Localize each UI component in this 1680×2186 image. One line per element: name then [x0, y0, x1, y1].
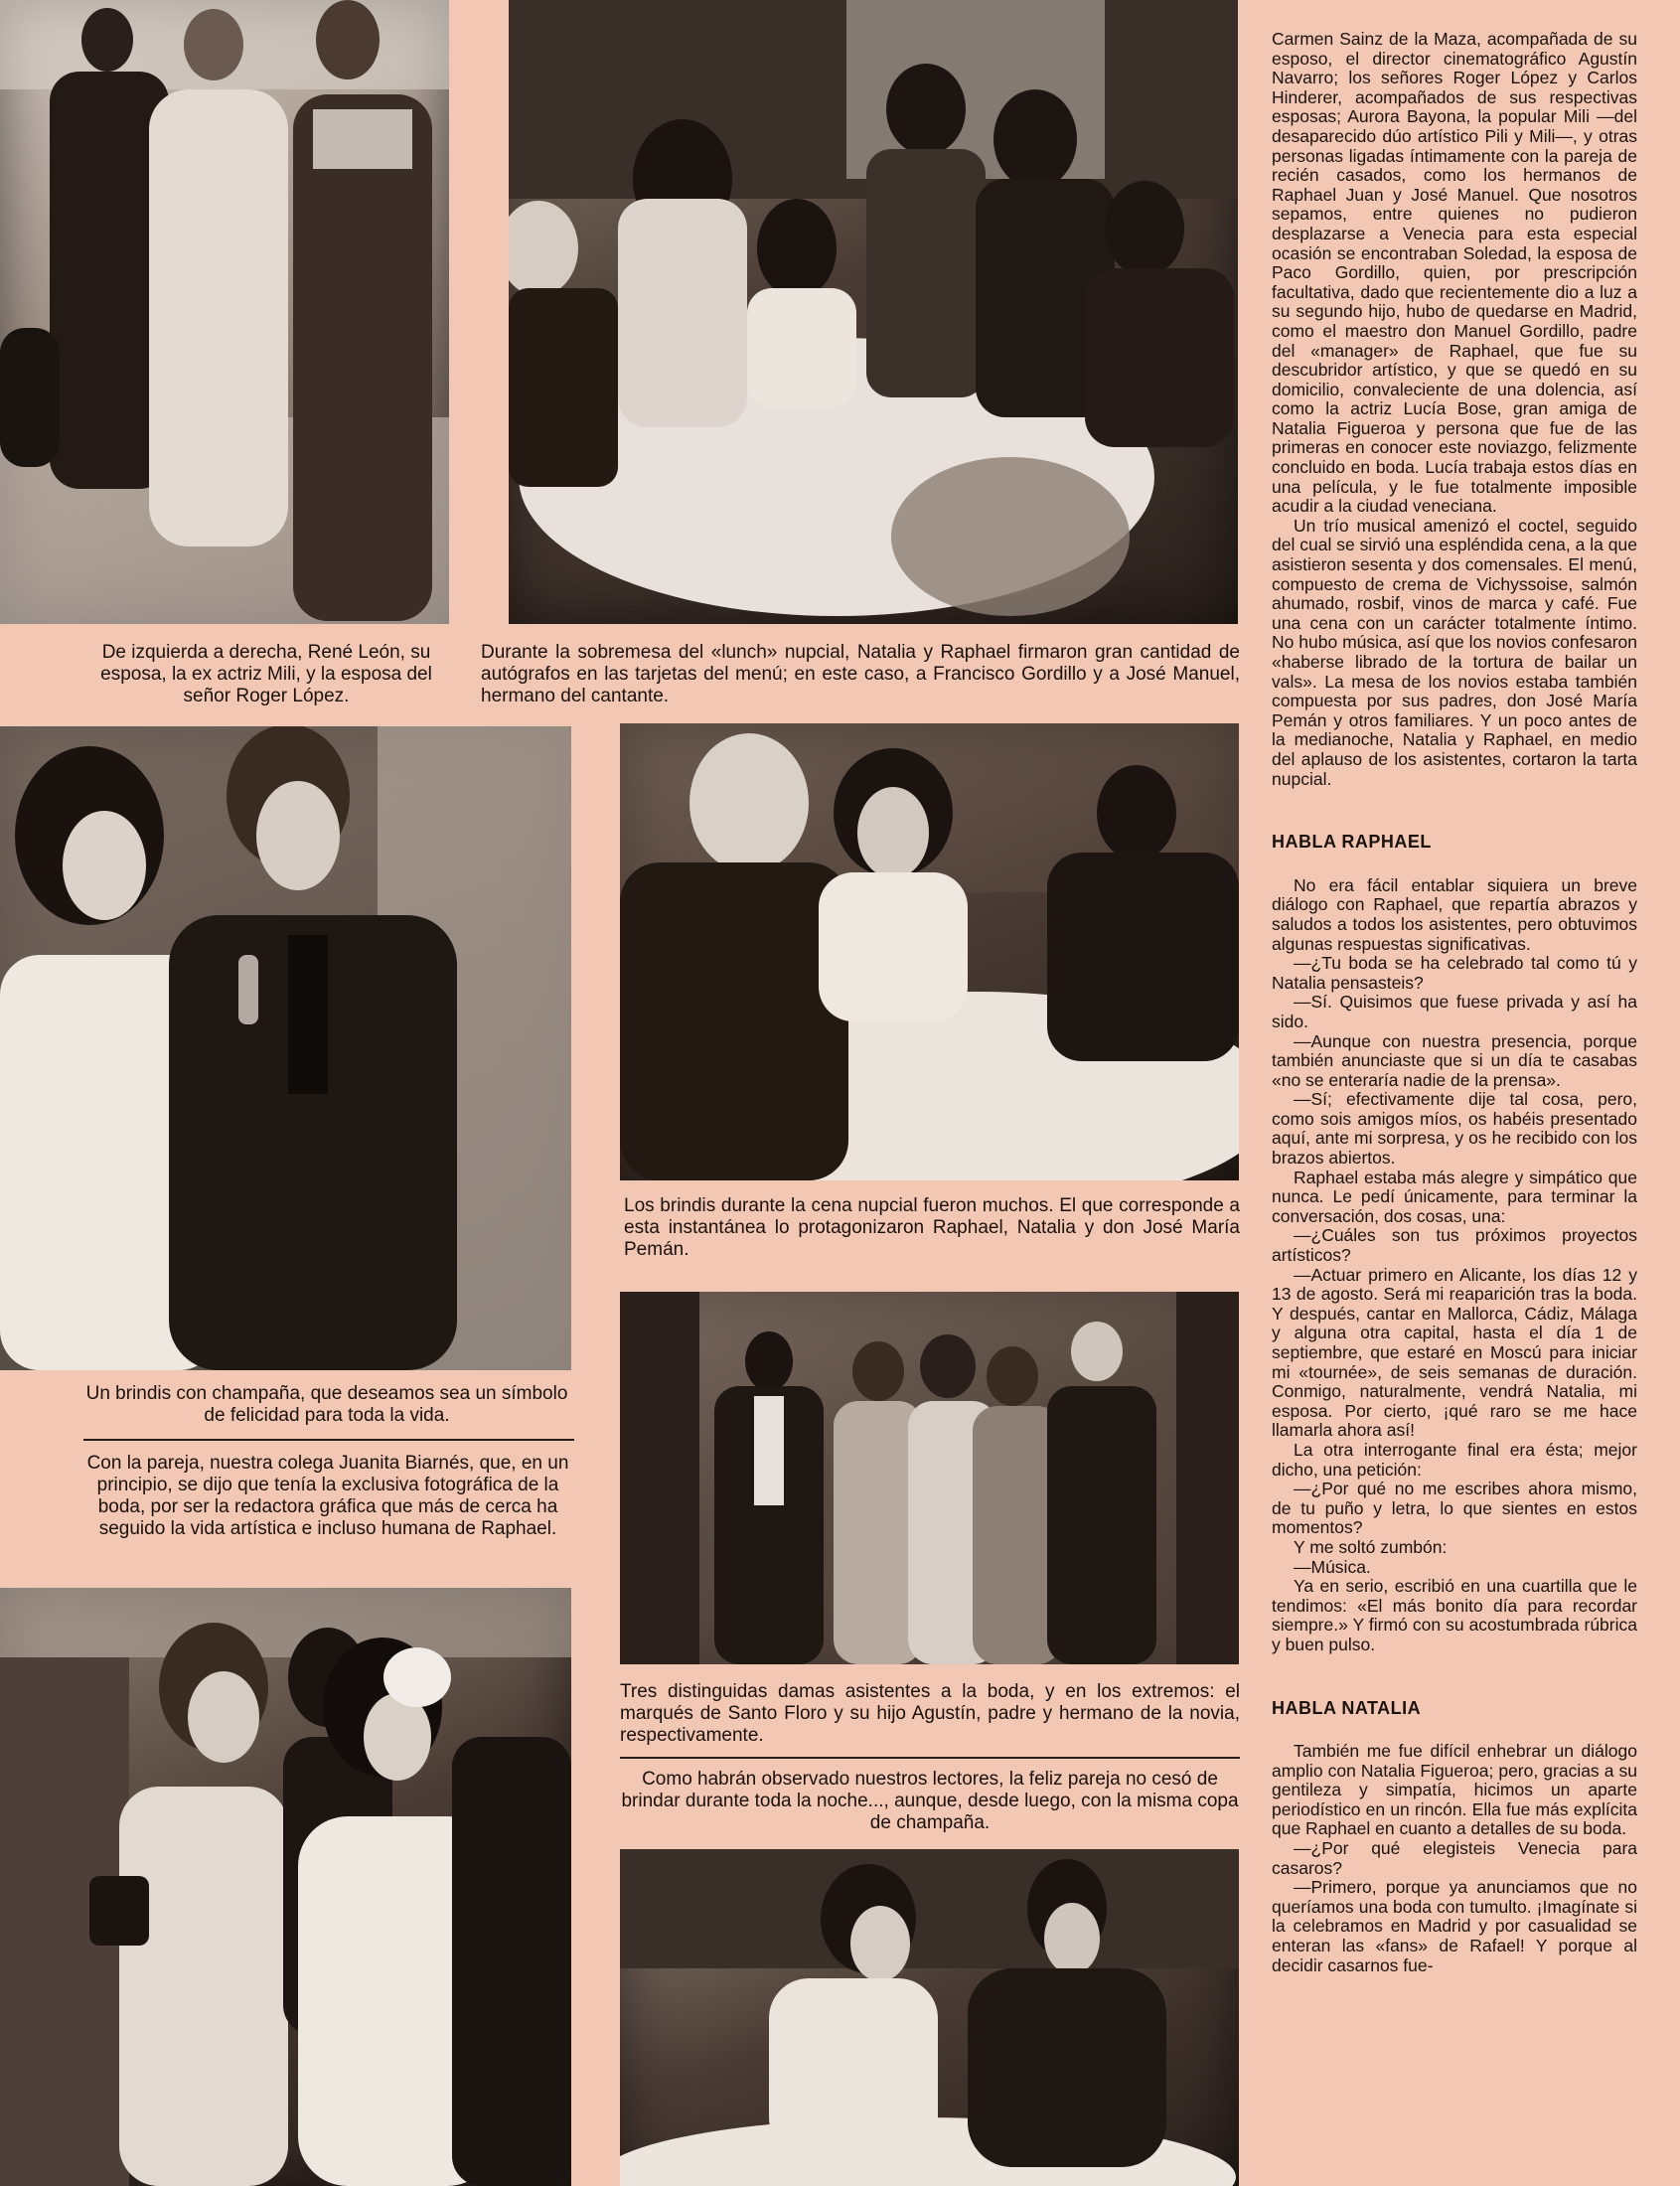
caption-ladies: Tres distinguidas damas asistentes a la boda, y en los extremos: el marqués de Santo Floro y su hijo Agustín, padre y hermano de la novia, respectivamente.: [620, 1681, 1240, 1746]
photo-lunch: [509, 0, 1238, 624]
heading-habla-natalia: HABLA NATALIA: [1272, 1697, 1422, 1718]
caption-couple-toast: Como habrán observado nuestros lectores, la feliz pareja no cesó de brindar durante toda la noche..., aunque, desde luego, con la misma copa de champaña.: [621, 1769, 1239, 1833]
caption-divider-left: [83, 1439, 574, 1441]
caption-photographer: Con la pareja, nuestra colega Juanita Biarnés, que, en un principio, se dijo que tenía la exclusiva fotográfica de la boda, por ser la redactora gráfica que más de cerca ha seguido la vida artística e incluso humana de Raphael.: [86, 1453, 569, 1539]
article-paragraph: —¿Tu boda se ha celebrado tal como tú y Natalia pensasteis?: [1272, 953, 1637, 993]
caption-guests-left: De izquierda a derecha, René León, su esposa, la ex actriz Mili, y la esposa del señor Roger López.: [100, 642, 432, 706]
article-paragraph: —¿Cuáles son tus próximos proyectos artísticos?: [1272, 1225, 1637, 1266]
caption-toast-peman: Los brindis durante la cena nupcial fueron muchos. El que corresponde a esta instantánea lo protagonizaron Raphael, Natalia y don José María Pemán.: [624, 1195, 1240, 1260]
photo-guests-left: [0, 0, 449, 624]
photo-couple-toast: [620, 1849, 1239, 2186]
article-paragraph: Carmen Sainz de la Maza, acompañada de su esposo, el director cinematográfico Agustín Navarro; los señores Roger López y Carlos Hinderer, acompañados de sus respectivas esposas; Aurora Bayona, la popular Mili —del desaparecido dúo artístico Pili y Mili—, y otras personas ligadas íntimamente con la pareja de recién casados, como los hermanos de Raphael Juan y José Manuel. Que nosotros sepamos, entre quienes no pudieron desplazarse a Venecia para esta especial ocasión se encontraban Soledad, la esposa de Paco Gordillo, quien, por prescripción facultativa, dado que recientemente dio a luz a su segundo hijo, hubo de quedarse en Madrid, como el maestro don Manuel Gordillo, padre del «manager» de Raphael, que fue su descubridor artístico, y que se quedó en su domicilio, convaleciente de una dolencia, así como la actriz Lucía Bose, gran amiga de Natalia Figueroa y persona que fue de las primeras en conocer este noviazgo, felizmente concluido en boda. Lucía trabaja estos días en una película, y le fue totalmente imposible acudir a la ciudad veneciana.: [1272, 29, 1637, 517]
article-paragraph: Y me soltó zumbón:: [1294, 1536, 1448, 1557]
article-paragraph: —Sí. Quisimos que fuese privada y así ha sido.: [1272, 992, 1637, 1031]
photo-ladies: [620, 1292, 1239, 1664]
article-paragraph: —Primero, porque ya anunciamos que no queríamos una boda con tumulto. ¡Imagínate si la celebramos en Madrid y por casualidad se enteran las «fans» de Rafael! Y porque al decidir casarnos fue-: [1272, 1877, 1637, 1975]
article-paragraph: —Sí; efectivamente dije tal cosa, pero, como sois amigos míos, os habéis presentado aquí, ante mi sorpresa, y os he recibido con los brazos abiertos.: [1272, 1089, 1637, 1169]
article-paragraph: —Aunque con nuestra presencia, porque también anunciaste que si un día te casabas «no se enteraría nadie de la prensa».: [1272, 1030, 1637, 1090]
heading-habla-raphael: HABLA RAPHAEL: [1272, 832, 1432, 853]
article-paragraph: Ya en serio, escribió en una cuartilla que le tendimos: «El más bonito día para recordar siempre.» Y firmó con su acostumbrada rúbrica y buen pulso.: [1272, 1576, 1637, 1654]
article-paragraph: Raphael estaba más alegre y simpático que nunca. Le pedí únicamente, para terminar la conversación, dos cosas, una:: [1272, 1167, 1637, 1226]
article-paragraph: —¿Por qué elegisteis Venecia para casaros?: [1272, 1838, 1637, 1878]
article-paragraph: —¿Por qué no me escribes ahora mismo, de tu puño y letra, lo que sientes en estos momentos?: [1272, 1479, 1637, 1538]
article-paragraph: No era fácil entablar siquiera un breve diálogo con Raphael, que repartía abrazos y saludos a todos los asistentes, pero obtuvimos algunas respuestas significativas.: [1272, 874, 1637, 954]
article-paragraph: Un trío musical amenizó el coctel, seguido del cual se sirvió una espléndida cena, a la que asistieron sesenta y dos comensales. El menú, compuesto de crema de Vichyssoise, salmón ahumado, rosbif, vinos de marca y café. Fue una cena con un carácter totalmente íntimo. No hubo música, así que los novios confesaron «haberse librado de la tortura de bailar un vals». La mesa de los novios estaba también compuesta por sus padres, don José María Pemán y otros familiares. Y un poco antes de la medianoche, Natalia y Raphael, en medio del aplauso de los asistentes, cortaron la tarta nupcial.: [1272, 515, 1637, 789]
photo-toast-peman: [620, 723, 1239, 1180]
article-paragraph: —Actuar primero en Alicante, los días 12 y 13 de agosto. Será mi reaparición tras la boda. Y después, cantar en Mallorca, Cádiz, Málaga y alguna otra capital, hasta el día 1 de septiembre, que estaré en Moscú para iniciar mi «tournée», de seis semanas de duración. Conmigo, naturalmente, vendrá Natalia, mi esposa. Por cierto, ¡qué raro se me hace llamarla ahora así!: [1272, 1264, 1637, 1441]
article-paragraph: La otra interrogante final era ésta; mejor dicho, una petición:: [1272, 1439, 1637, 1480]
caption-champagne: Un brindis con champaña, que deseamos sea un símbolo de felicidad para toda la vida.: [85, 1383, 568, 1426]
article-paragraph: También me fue difícil enhebrar un diálogo amplio con Natalia Figueroa; pero, gracias a su gentileza y simpatía, hicimos un aparte periodístico en un rincón. Ella fue más explícita que Raphael en cuanto a detalles de su boda.: [1272, 1741, 1637, 1839]
caption-lunch: Durante la sobremesa del «lunch» nupcial, Natalia y Raphael firmaron gran cantidad de autógrafos en las tarjetas del menú; en este caso, a Francisco Gordillo y a José Manuel, hermano del cantante.: [481, 642, 1240, 706]
photo-champagne: [0, 726, 571, 1370]
article-paragraph: —Música.: [1294, 1556, 1371, 1577]
photo-photographer: [0, 1588, 571, 2186]
article-column: [1272, 30, 1637, 1975]
caption-divider-right: [620, 1757, 1240, 1759]
